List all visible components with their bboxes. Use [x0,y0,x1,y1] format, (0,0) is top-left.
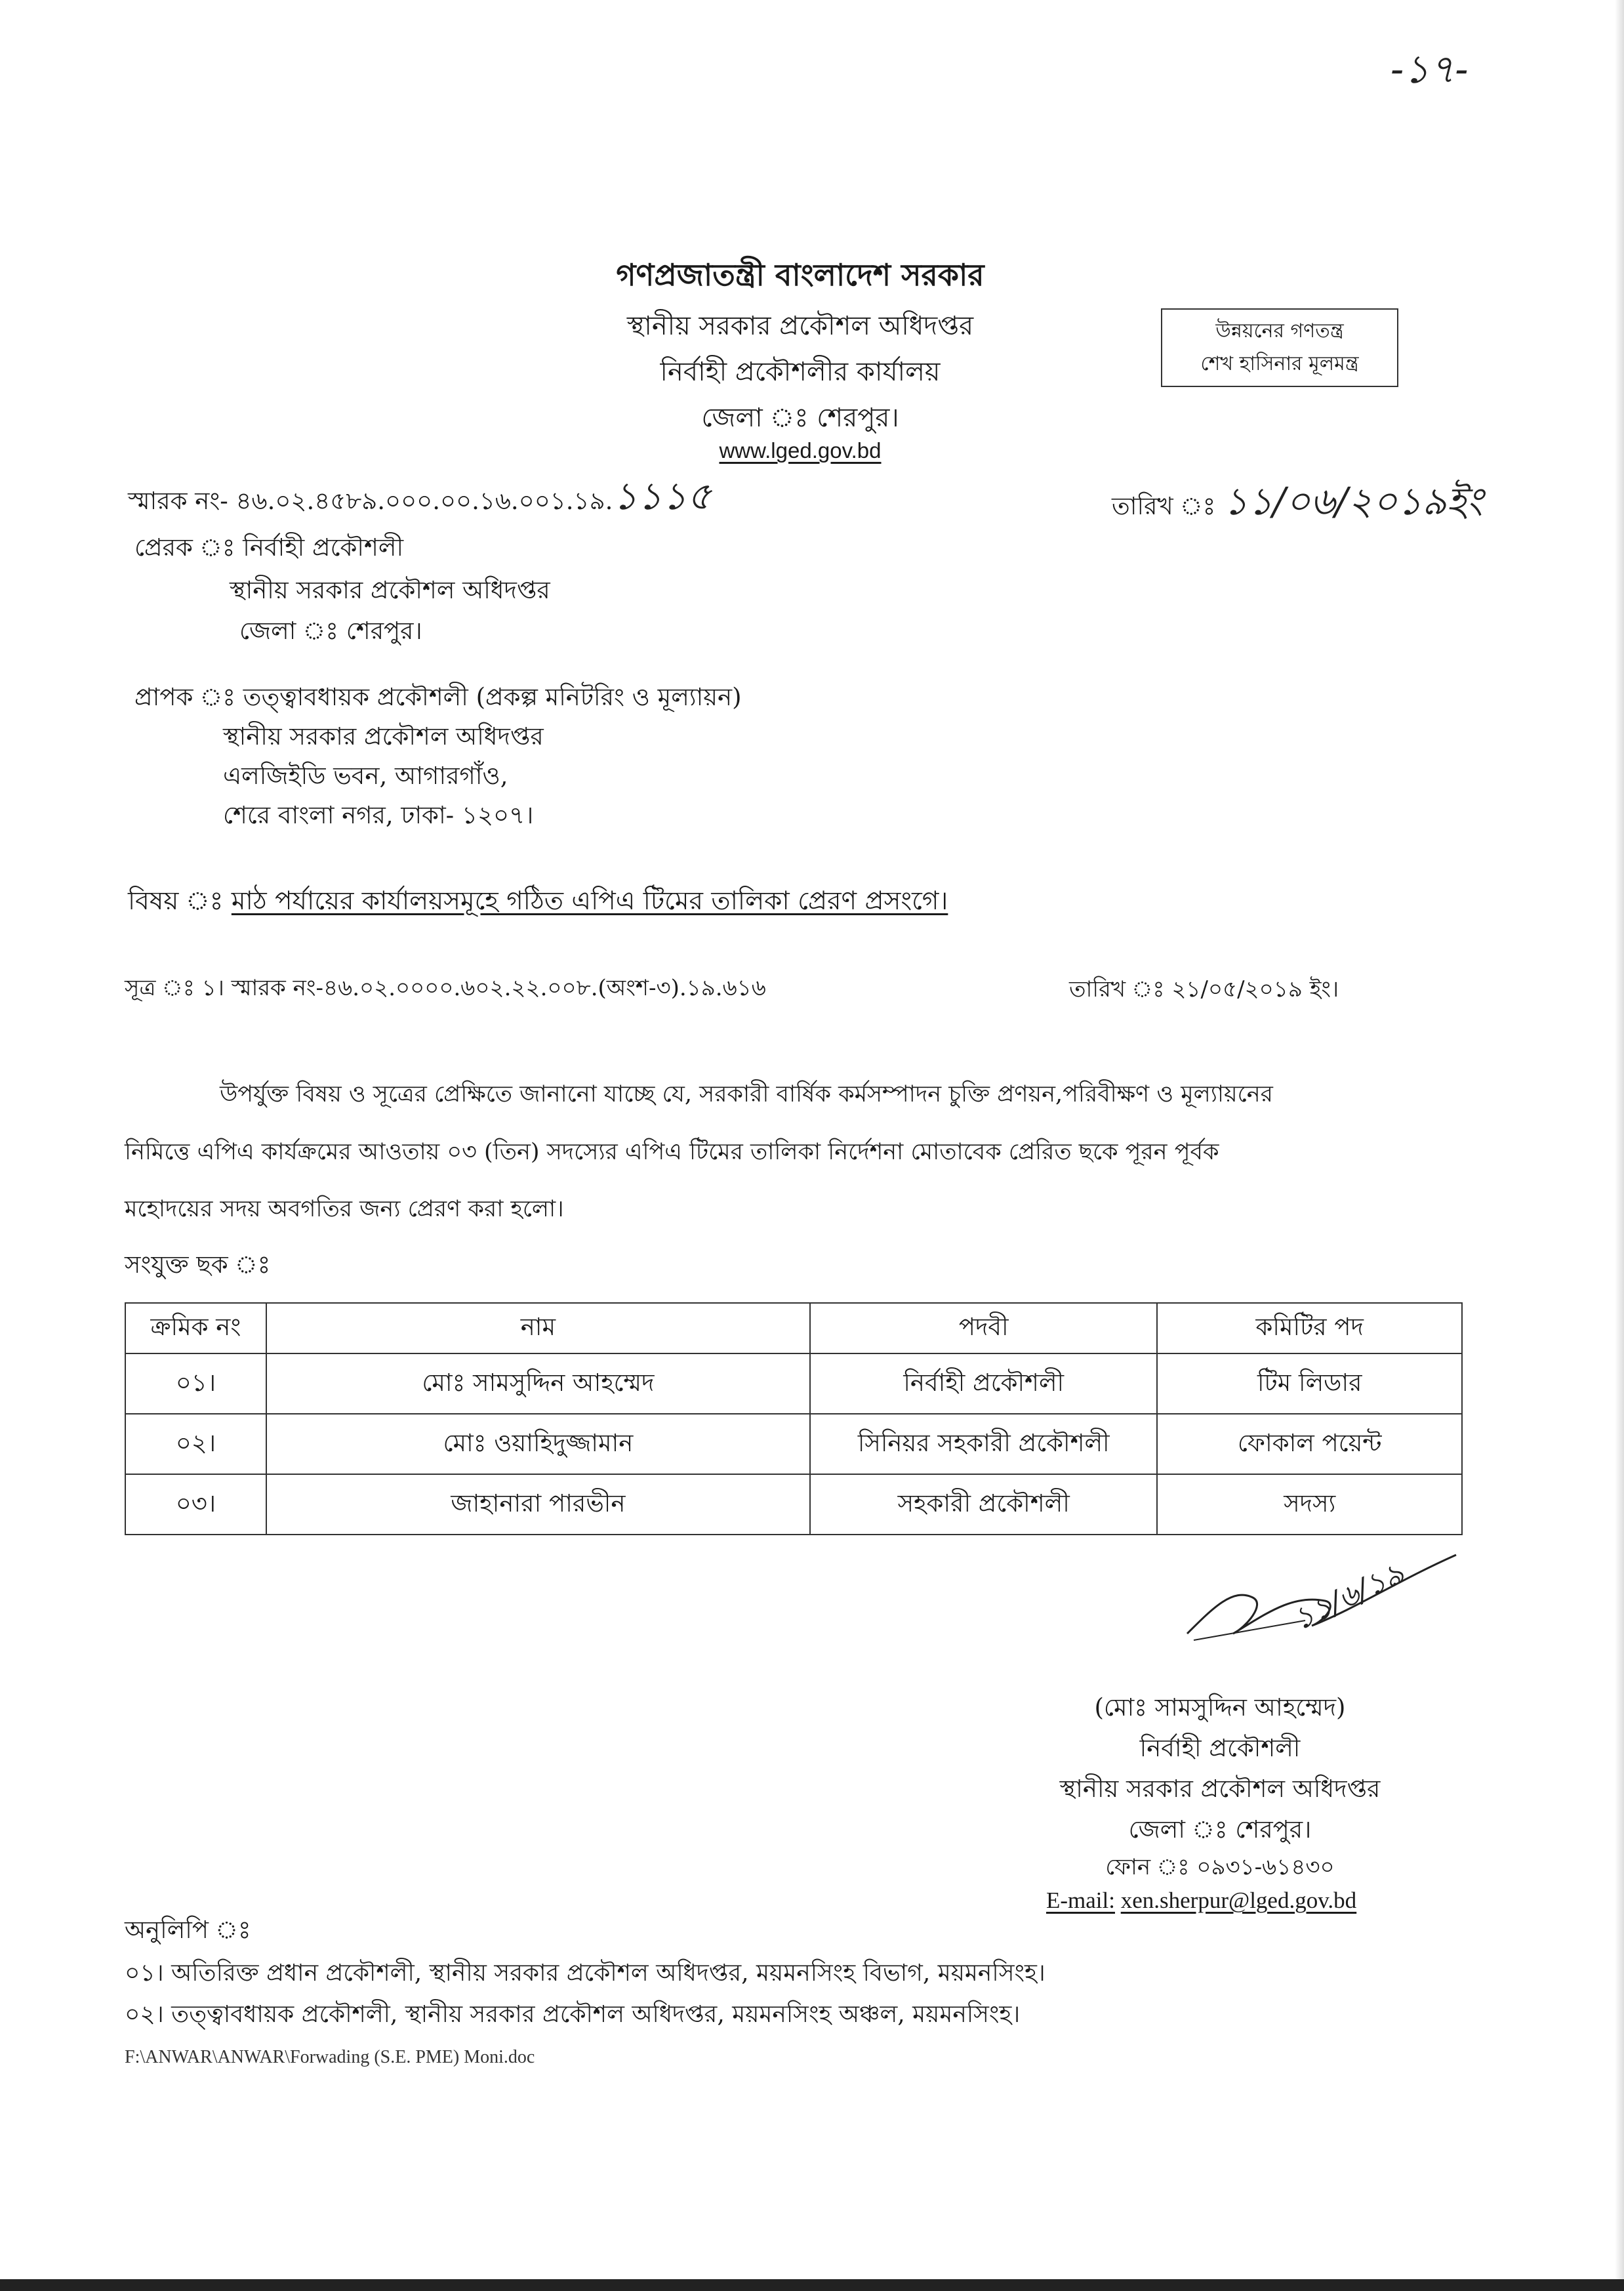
team-table [125,1302,1463,1535]
recipient-line-4: শেরে বাংলা নগর, ঢাকা- ১২০৭। [223,801,534,829]
cell-designation: সিনিয়র সহকারী প্রকৌশলী [810,1414,1157,1474]
signer-name: (মোঃ সামসুদ্দিন আহম্মেদ) [1094,1693,1346,1722]
recipient-line-2: স্থানীয় সরকার প্রকৌশল অধিদপ্তর [223,722,544,751]
body-line-3: মহোদয়ের সদয় অবগতির জন্য প্রেরণ করা হলো। [125,1196,564,1222]
subject-label: বিষয় ঃ [128,886,224,916]
cell-serial: ০২। [125,1414,266,1474]
signer-district: জেলা ঃ শেরপুর। [1128,1815,1312,1844]
cell-name: মোঃ সামসুদ্দিন আহম্মেদ [266,1353,810,1414]
motto-line-2: শেখ হাসিনার মূলমন্ত্র [1200,352,1359,375]
header-committee-role: কমিটির পদ [1157,1303,1462,1353]
reference-text: সূত্র ঃ ১। স্মারক নং-৪৬.০২.০০০০.৬০২.২২.০০৮.(অংশ-৩).১৯.৬১৬ [125,975,766,1001]
memo-number-prefix: স্মারক নং- ৪৬.০২.৪৫৮৯.০০০.০০.১৬.০০১.১৯. [128,487,613,515]
copy-item: ০১। অতিরিক্ত প্রধান প্রকৌশলী, স্থানীয় সরকার প্রকৌশল অধিদপ্তর, ময়মনসিংহ বিভাগ, ময়মনসিংহ। [125,1960,1045,1987]
email-label: E-mail: [1046,1888,1115,1913]
memo-number [128,467,712,531]
cell-designation: সহকারী প্রকৌশলী [810,1474,1157,1535]
header-name: নাম [266,1303,810,1353]
motto-line-1: উন্নয়নের গণতন্ত্র [1215,320,1344,342]
sender-line-1: প্রেরক ঃ নির্বাহী প্রকৌশলী [134,533,404,562]
district-title: জেলা ঃ শেরপুর। [701,403,899,433]
cell-committee-role: ফোকাল পয়েন্ট [1157,1414,1462,1474]
website-link[interactable]: www.lged.gov.bd [719,438,882,463]
signature-date-handwritten: ১১/৬/১৯ [1287,1555,1410,1638]
memo-date-label: তারিখ ঃ [1112,492,1216,520]
recipient-line-3: এলজিইডি ভবন, আগারগাঁও, [223,762,508,790]
body-line-1: উপর্যুক্ত বিষয় ও সূত্রের প্রেক্ষিতে জানানো যাচ্ছে যে, সরকারী বার্ষিক কর্মসম্পাদন চুক্তি প্রণয়ন,পরিবীক্ষণ ও মূল্যায়নের [220,1081,1273,1107]
signer-office: স্থানীয় সরকার প্রকৌশল অধিদপ্তর [1059,1775,1381,1803]
motto-box [1161,308,1398,387]
subject [128,881,948,924]
memo-number-handwritten: ১১১৫ [613,474,712,518]
body-line-2: নিমিত্তে এপিএ কার্যক্রমের আওতায় ০৩ (তিন) সদস্যের এপিএ টিমের তালিকা নির্দেশনা মোতাবেক প্রেরিত ছকে পূরন পূর্বক [125,1139,1219,1165]
table-row [125,1414,1462,1474]
email-link[interactable]: xen.sherpur@lged.gov.bd [1120,1888,1357,1913]
sender-line-3: জেলা ঃ শেরপুর। [239,617,422,645]
reference-date: তারিখ ঃ ২১/০৫/২০১৯ ইং। [1069,976,1339,1002]
table-row [125,1474,1462,1535]
table-header-row [125,1303,1462,1353]
sender-line-2: স্থানীয় সরকার প্রকৌশল অধিদপ্তর [230,576,550,604]
signer-phone: ফোন ঃ ০৯৩১-৬১৪৩০ [1105,1854,1335,1880]
cell-designation: নির্বাহী প্রকৌশলী [810,1353,1157,1414]
signer-title: নির্বাহী প্রকৌশলী [1139,1734,1301,1762]
subject-text: মাঠ পর্যায়ের কার্যালয়সমূহে গঠিত এপিএ টিমের তালিকা প্রেরণ প্রসংগে। [231,886,948,916]
memo-date [1112,472,1483,536]
scan-edge-shadow [1615,0,1624,2291]
signer-email [1046,1888,1356,1914]
recipient-line-1: প্রাপক ঃ তত্ত্বাবধায়ক প্রকৌশলী (প্রকল্প মনিটরিং ও মূল্যায়ন) [134,683,742,711]
file-path: F:\ANWAR\ANWAR\Forwading (S.E. PME) Moni.doc [125,2047,535,2067]
scan-bottom-edge [0,2279,1624,2291]
dept-title: স্থানীয় সরকার প্রকৌশল অধিদপ্তর [626,311,974,341]
cell-committee-role: টিম লিডার [1157,1353,1462,1414]
office-title: নির্বাহী প্রকৌশলীর কার্যালয় [660,357,941,387]
cell-name: জাহানারা পারভীন [266,1474,810,1535]
page-number: -১৭- [1391,47,1469,93]
attachment-label: সংযুক্ত ছক ঃ [125,1250,271,1279]
header-serial: ক্রমিক নং [125,1303,266,1353]
table-row [125,1353,1462,1414]
cell-serial: ০৩। [125,1474,266,1535]
memo-date-handwritten: ১১/০৬/২০১৯ইং [1223,479,1483,524]
copies-label: অনুলিপি ঃ [125,1916,251,1944]
header-designation: পদবী [810,1303,1157,1353]
cell-serial: ০১। [125,1353,266,1414]
copy-item: ০২। তত্ত্বাবধায়ক প্রকৌশলী, স্থানীয় সরকার প্রকৌশল অধিদপ্তর, ময়মনসিংহ অঞ্চল, ময়মনসিংহ। [125,2001,1021,2028]
cell-committee-role: সদস্য [1157,1474,1462,1535]
cell-name: মোঃ ওয়াহিদুজ্জামান [266,1414,810,1474]
gov-title: গণপ্রজাতন্ত্রী বাংলাদেশ সরকার [616,257,985,293]
